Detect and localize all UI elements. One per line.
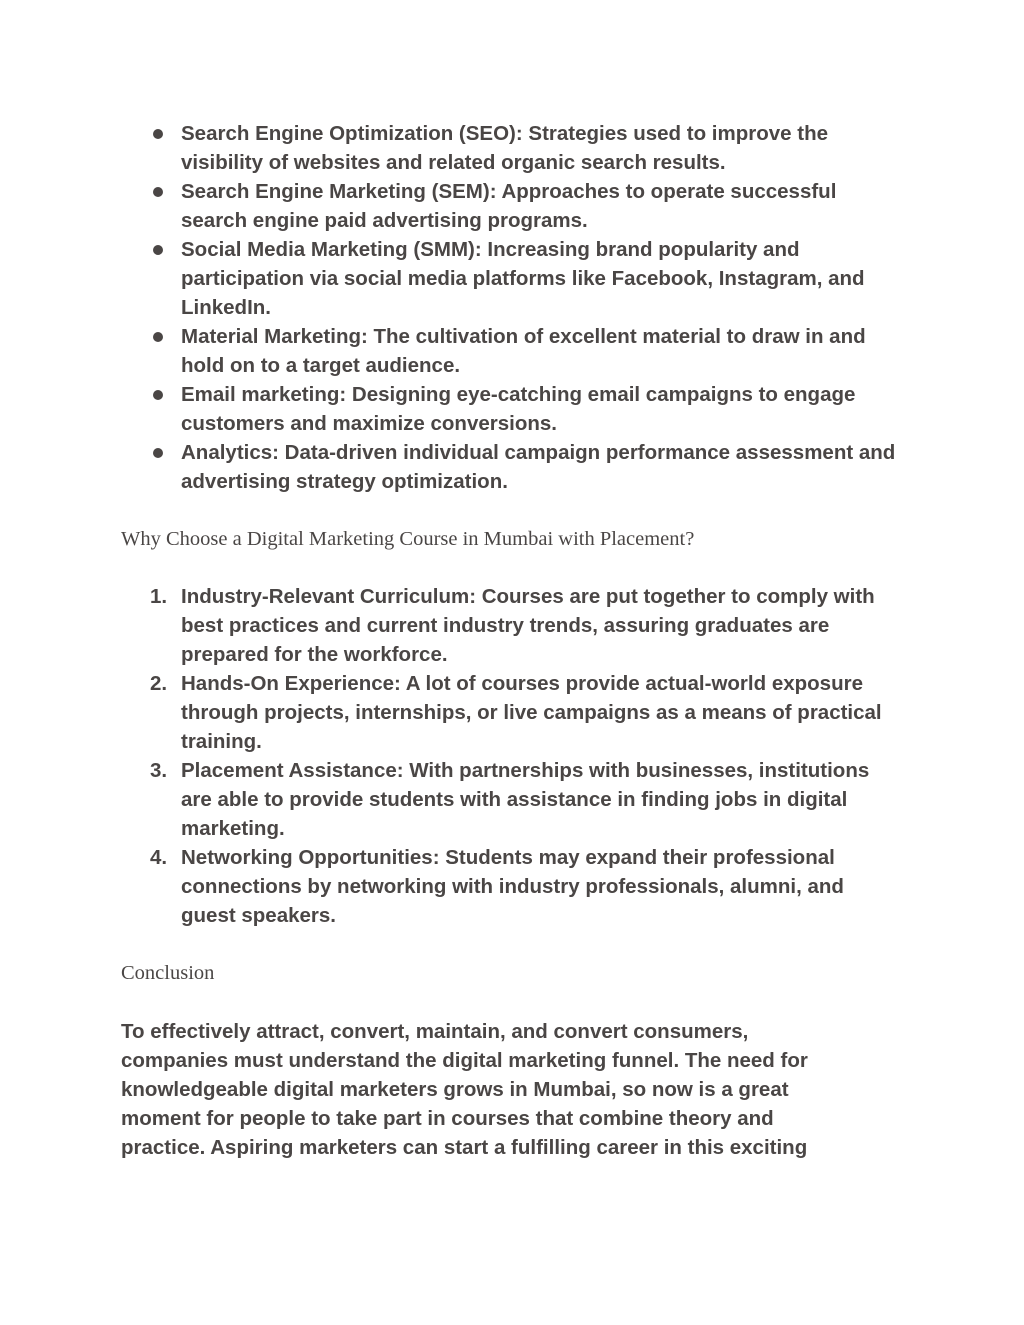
list-item <box>0 756 901 843</box>
section-heading: Why Choose a Digital Marketing Course in Mumbai with Placement? <box>121 528 695 550</box>
list-item <box>0 235 901 322</box>
list-item <box>0 582 901 669</box>
list-item-text: Analytics: Data-driven individual campaign performance assessment and advertising strategy optimization. <box>181 441 896 493</box>
bullet-icon <box>153 390 163 400</box>
list-number: 4. <box>150 846 168 869</box>
list-item-text: Material Marketing: The cultivation of excellent material to draw in and hold on to a target audience. <box>181 325 866 377</box>
list-item <box>0 177 901 235</box>
conclusion-heading: Conclusion <box>121 962 215 984</box>
list-item-text: Social Media Marketing (SMM): Increasing brand popularity and participation via social media platforms like Facebook, Instagram, and LinkedIn. <box>181 238 865 319</box>
list-item <box>0 380 901 438</box>
conclusion-paragraph: To effectively attract, convert, maintain, and convert consumers, companies must understand the digital marketing funnel. The need for knowledgeable digital marketers grows in Mumbai, so now is a great moment for people to take part in courses that combine theory and practice. Aspiring marketers can start a fulfilling career in this exciting <box>121 1020 808 1159</box>
list-number: 1. <box>150 585 168 608</box>
list-item-text: Email marketing: Designing eye-catching email campaigns to engage customers and maximize conversions. <box>181 383 856 435</box>
list-item-text: Industry-Relevant Curriculum: Courses are put together to comply with best practices and current industry trends, assuring graduates are prepared for the workforce. <box>181 585 875 666</box>
list-item <box>0 322 901 380</box>
list-item-text: Search Engine Marketing (SEM): Approaches to operate successful search engine paid advertising programs. <box>181 180 837 232</box>
benefits-numbered-list <box>0 582 1024 930</box>
list-item <box>0 843 901 930</box>
list-item <box>0 119 901 177</box>
services-bullet-list <box>0 119 1024 496</box>
list-item <box>0 669 901 756</box>
bullet-icon <box>153 448 163 458</box>
list-number: 3. <box>150 759 168 782</box>
list-item <box>0 438 901 496</box>
bullet-icon <box>153 245 163 255</box>
list-number: 2. <box>150 672 168 695</box>
list-item-text: Search Engine Optimization (SEO): Strategies used to improve the visibility of websites and related organic search results. <box>181 122 829 174</box>
bullet-icon <box>153 187 163 197</box>
list-item-text: Placement Assistance: With partnerships with businesses, institutions are able to provide students with assistance in finding jobs in digital marketing. <box>181 759 870 840</box>
list-item-text: Hands-On Experience: A lot of courses provide actual-world exposure through projects, internships, or live campaigns as a means of practical training. <box>181 672 882 753</box>
bullet-icon <box>153 129 163 139</box>
list-item-text: Networking Opportunities: Students may expand their professional connections by networking with industry professionals, alumni, and guest speakers. <box>181 846 844 927</box>
bullet-icon <box>153 332 163 342</box>
